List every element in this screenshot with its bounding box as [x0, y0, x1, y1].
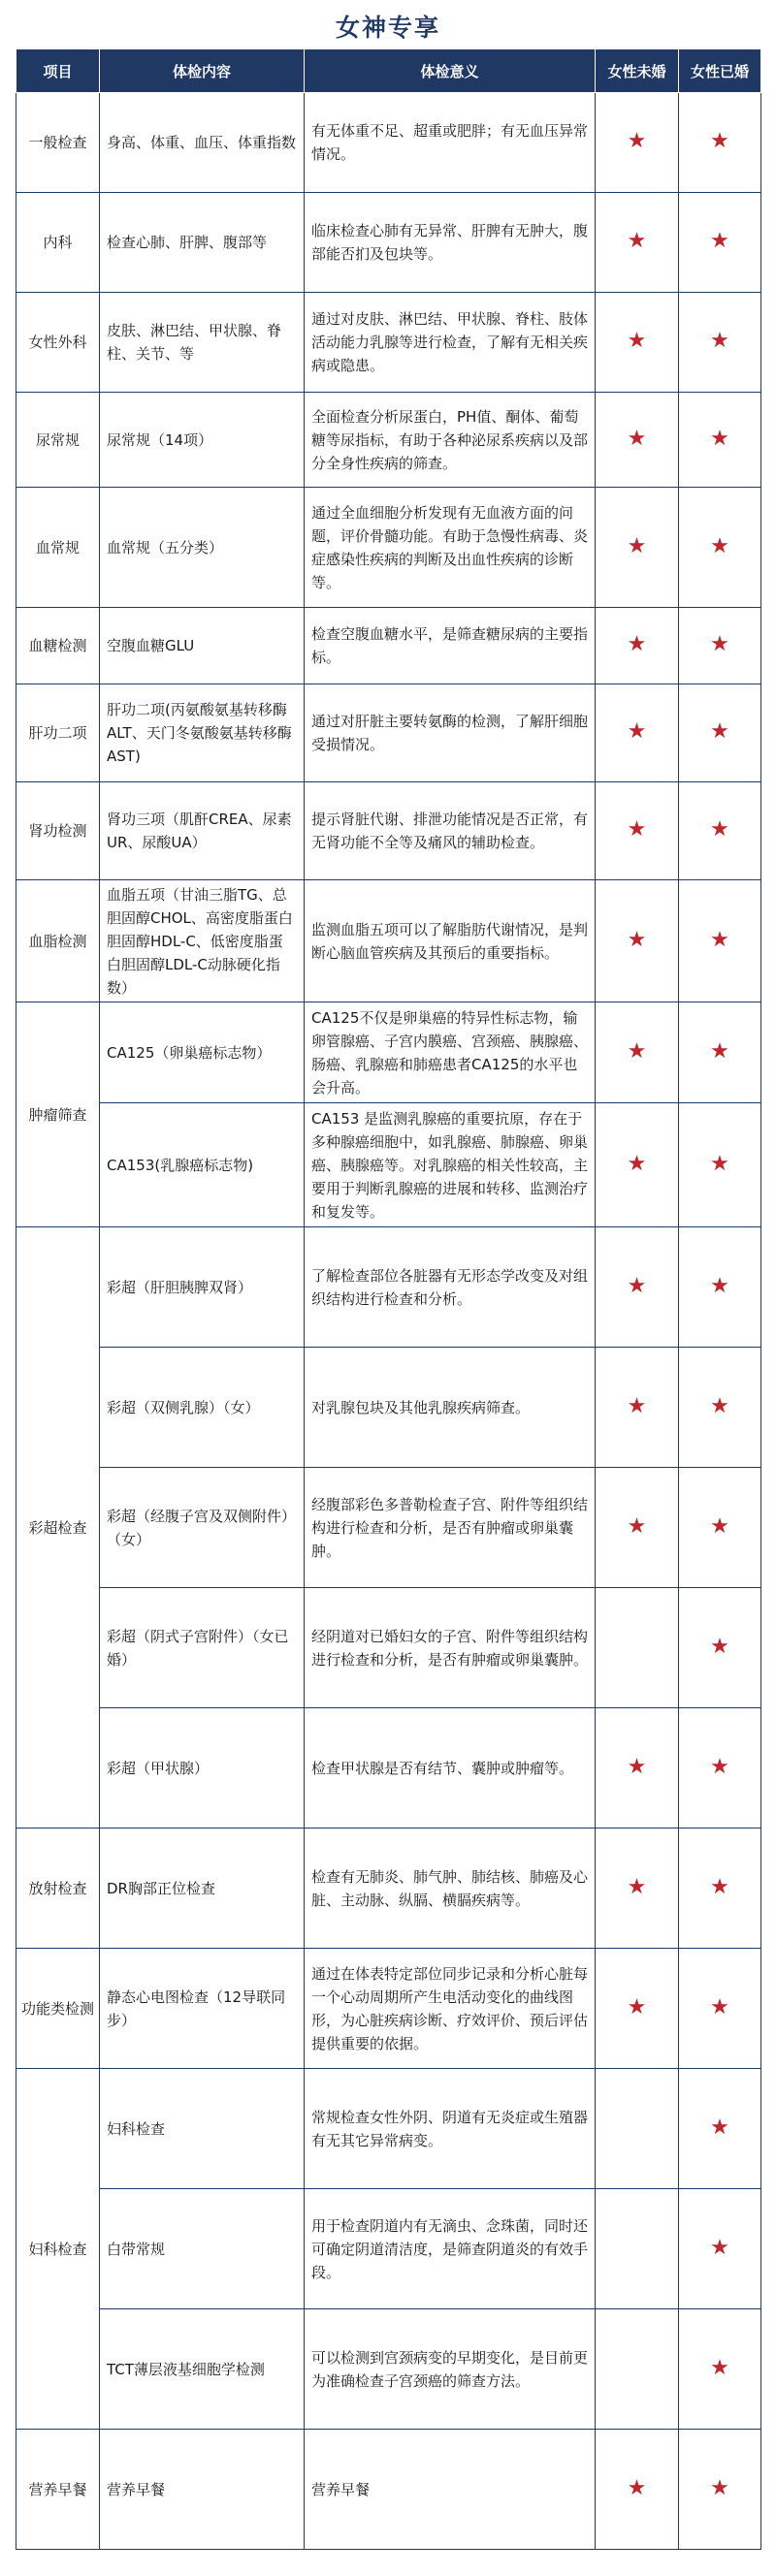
table-row	[16, 1829, 761, 1949]
table-row	[16, 608, 761, 684]
category-cell: 肾功检测	[16, 782, 100, 880]
married-mark-cell	[679, 393, 761, 488]
category-cell: 血常规	[16, 488, 100, 608]
unmarried-mark-cell	[596, 1829, 679, 1949]
meaning-cell: 可以检测到宫颈病变的早期变化，是目前更为准确检查子宫颈癌的筛查方法。	[305, 2309, 596, 2430]
table-row	[16, 2430, 761, 2550]
meaning-cell: 通过在体表特定部位同步记录和分析心脏每一个心动周期所产生电活动变化的曲线图形，为心脏疾病诊断、疗效评价、预后评估提供重要的依据。	[305, 1949, 596, 2069]
married-mark-cell	[679, 684, 761, 782]
table-row	[16, 2309, 761, 2430]
star-icon: ★	[710, 229, 729, 253]
unmarried-mark-cell	[596, 193, 679, 293]
married-mark-cell	[679, 1348, 761, 1468]
married-mark-cell	[679, 1588, 761, 1708]
married-mark-cell	[679, 782, 761, 880]
category-cell: 尿常规	[16, 393, 100, 488]
table-row	[16, 193, 761, 293]
content-cell: 白带常规	[100, 2189, 305, 2309]
category-cell: 放射检查	[16, 1829, 100, 1949]
star-icon: ★	[627, 1513, 647, 1539]
category-cell: 营养早餐	[16, 2430, 100, 2550]
unmarried-mark-cell	[596, 782, 679, 880]
star-icon: ★	[710, 719, 729, 744]
content-cell: DR胸部正位检查	[100, 1829, 305, 1949]
star-icon: ★	[710, 1754, 729, 1779]
married-mark-cell	[679, 193, 761, 293]
star-icon: ★	[710, 1634, 729, 1659]
header-meaning: 体检意义	[305, 49, 596, 93]
table-header-row	[16, 49, 761, 93]
content-cell: CA153(乳腺癌标志物)	[100, 1103, 305, 1227]
meaning-cell: 了解检查部位各脏器有无形态学改变及对组织结构进行检查和分析。	[305, 1227, 596, 1348]
content-cell: 彩超（甲状腺）	[100, 1708, 305, 1829]
table-row	[16, 1588, 761, 1708]
content-cell: 检查心肺、肝脾、腹部等	[100, 193, 305, 293]
meaning-cell: 经阴道对已婚妇女的子宫、附件等组织结构进行检查和分析，是否有肿瘤或卵巢囊肿。	[305, 1588, 596, 1708]
content-cell: 营养早餐	[100, 2430, 305, 2550]
table-row	[16, 293, 761, 393]
content-cell: 空腹血糖GLU	[100, 608, 305, 684]
unmarried-mark-cell	[596, 488, 679, 608]
content-cell: 尿常规（14项）	[100, 393, 305, 488]
content-cell: CA125（卵巢癌标志物）	[100, 1002, 305, 1103]
unmarried-mark-cell	[596, 880, 679, 1002]
unmarried-mark-cell	[596, 1348, 679, 1468]
star-icon: ★	[627, 1874, 647, 1899]
star-icon: ★	[710, 2475, 729, 2500]
married-mark-cell	[679, 1829, 761, 1949]
star-icon: ★	[627, 1273, 647, 1298]
header-married: 女性已婚	[679, 49, 761, 93]
table-row	[16, 2069, 761, 2189]
category-cell: 肿瘤筛查	[16, 1002, 100, 1227]
table-row	[16, 880, 761, 1002]
meaning-cell: 通过对皮肤、淋巴结、甲状腺、脊柱、肢体活动能力乳腺等进行检查，了解有无相关疾病或隐患。	[305, 293, 596, 393]
content-cell: 静态心电图检查（12导联同步）	[100, 1949, 305, 2069]
star-icon: ★	[710, 1393, 729, 1418]
header-content: 体检内容	[100, 49, 305, 93]
category-cell: 一般检查	[16, 93, 100, 193]
married-mark-cell	[679, 1002, 761, 1103]
unmarried-mark-cell	[596, 2069, 679, 2189]
meaning-cell: 用于检查阴道内有无滴虫、念珠菌，同时还可确定阴道清洁度，是筛查阴道炎的有效手段。	[305, 2189, 596, 2309]
star-icon: ★	[710, 1151, 729, 1176]
married-mark-cell	[679, 2069, 761, 2189]
content-cell: 血常规（五分类）	[100, 488, 305, 608]
category-cell: 肝功二项	[16, 684, 100, 782]
meaning-cell: 全面检查分析尿蛋白，PH值、酮体、葡萄糖等尿指标，有助于各种泌尿系疾病以及部分全身性疾病的筛查。	[305, 393, 596, 488]
content-cell: 身高、体重、血压、体重指数	[100, 93, 305, 193]
checkup-table	[16, 48, 761, 2550]
meaning-cell: CA153 是监测乳腺癌的重要抗原，存在于多种腺癌细胞中，如乳腺癌、肺腺癌、卵巢癌、胰腺癌等。对乳腺癌的相关性较高，主要用于判断乳腺癌的进展和转移、监测治疗和复发等。	[305, 1103, 596, 1227]
unmarried-mark-cell	[596, 1949, 679, 2069]
married-mark-cell	[679, 1103, 761, 1227]
married-mark-cell	[679, 488, 761, 608]
table-row	[16, 1949, 761, 2069]
married-mark-cell	[679, 608, 761, 684]
meaning-cell: 营养早餐	[305, 2430, 596, 2550]
meaning-cell: 检查甲状腺是否有结节、囊肿或肿瘤等。	[305, 1708, 596, 1829]
star-icon: ★	[710, 426, 729, 451]
content-cell: 皮肤、淋巴结、甲状腺、脊柱、关节、等	[100, 293, 305, 393]
meaning-cell: 经腹部彩色多普勒检查子宫、附件等组织结构进行检查和分析，是否有肿瘤或卵巢囊肿。	[305, 1468, 596, 1588]
star-icon: ★	[627, 719, 647, 744]
unmarried-mark-cell	[596, 1002, 679, 1103]
content-cell: 血脂五项（甘油三脂TG、总胆固醇CHOL、高密度脂蛋白胆固醇HDL-C、低密度脂蛋白胆固醇LDL-C动脉硬化指数）	[100, 880, 305, 1002]
star-icon: ★	[710, 1513, 729, 1539]
content-cell: 彩超（双侧乳腺）（女）	[100, 1348, 305, 1468]
married-mark-cell	[679, 1949, 761, 2069]
unmarried-mark-cell	[596, 1588, 679, 1708]
table-row	[16, 93, 761, 193]
star-icon: ★	[710, 1038, 729, 1064]
table-row	[16, 1103, 761, 1227]
married-mark-cell	[679, 1227, 761, 1348]
star-icon: ★	[710, 1874, 729, 1899]
content-cell: 彩超（阴式子宫附件）（女已婚）	[100, 1588, 305, 1708]
meaning-cell: 通过全血细胞分析发现有无血液方面的问题，评价骨髓功能。有助于急慢性病毒、炎症感染性疾病的判断及出血性疾病的诊断等。	[305, 488, 596, 608]
header-unmarried: 女性未婚	[596, 49, 679, 93]
star-icon: ★	[627, 1393, 647, 1418]
table-row	[16, 782, 761, 880]
married-mark-cell	[679, 2189, 761, 2309]
star-icon: ★	[710, 2235, 729, 2260]
star-icon: ★	[627, 927, 647, 952]
married-mark-cell	[679, 293, 761, 393]
table-row	[16, 684, 761, 782]
unmarried-mark-cell	[596, 393, 679, 488]
star-icon: ★	[627, 1754, 647, 1779]
unmarried-mark-cell	[596, 1708, 679, 1829]
star-icon: ★	[627, 129, 647, 153]
content-cell: TCT薄层液基细胞学检测	[100, 2309, 305, 2430]
content-cell: 彩超（肝胆胰脾双肾）	[100, 1227, 305, 1348]
star-icon: ★	[627, 329, 647, 353]
married-mark-cell	[679, 2309, 761, 2430]
married-mark-cell	[679, 2430, 761, 2550]
star-icon: ★	[627, 533, 647, 558]
table-row	[16, 1227, 761, 1348]
table-body	[16, 93, 761, 2550]
unmarried-mark-cell	[596, 2430, 679, 2550]
star-icon: ★	[710, 1994, 729, 2019]
star-icon: ★	[627, 1038, 647, 1064]
table-row	[16, 488, 761, 608]
star-icon: ★	[627, 817, 647, 842]
meaning-cell: 临床检查心肺有无异常、肝脾有无肿大，腹部能否扪及包块等。	[305, 193, 596, 293]
star-icon: ★	[627, 632, 647, 656]
meaning-cell: 通过对肝脏主要转氨酶的检测，了解肝细胞受损情况。	[305, 684, 596, 782]
star-icon: ★	[710, 1273, 729, 1298]
unmarried-mark-cell	[596, 93, 679, 193]
unmarried-mark-cell	[596, 1227, 679, 1348]
married-mark-cell	[679, 1468, 761, 1588]
unmarried-mark-cell	[596, 2309, 679, 2430]
star-icon: ★	[710, 129, 729, 153]
star-icon: ★	[710, 927, 729, 952]
married-mark-cell	[679, 880, 761, 1002]
header-project: 项目	[16, 49, 100, 93]
star-icon: ★	[627, 1994, 647, 2019]
star-icon: ★	[627, 229, 647, 253]
category-cell: 彩超检查	[16, 1227, 100, 1829]
table-row	[16, 1468, 761, 1588]
category-cell: 妇科检查	[16, 2069, 100, 2430]
star-icon: ★	[627, 1151, 647, 1176]
table-row	[16, 1348, 761, 1468]
meaning-cell: 检查空腹血糖水平，是筛查糖尿病的主要指标。	[305, 608, 596, 684]
table-row	[16, 393, 761, 488]
content-cell: 肾功三项（肌酐CREA、尿素UR、尿酸UA）	[100, 782, 305, 880]
table-row	[16, 2189, 761, 2309]
category-cell: 血脂检测	[16, 880, 100, 1002]
unmarried-mark-cell	[596, 684, 679, 782]
unmarried-mark-cell	[596, 1103, 679, 1227]
content-cell: 肝功二项(丙氨酸氨基转移酶ALT、天门冬氨酸氨基转移酶AST)	[100, 684, 305, 782]
meaning-cell: 检查有无肺炎、肺气肿、肺结核、肺癌及心脏、主动脉、纵膈、横膈疾病等。	[305, 1829, 596, 1949]
page-title: 女神专享	[335, 14, 440, 42]
star-icon: ★	[710, 817, 729, 842]
star-icon: ★	[710, 2355, 729, 2380]
unmarried-mark-cell	[596, 608, 679, 684]
category-cell: 血糖检测	[16, 608, 100, 684]
category-cell: 功能类检测	[16, 1949, 100, 2069]
married-mark-cell	[679, 1708, 761, 1829]
meaning-cell: 常规检查女性外阴、阴道有无炎症或生殖器有无其它异常病变。	[305, 2069, 596, 2189]
star-icon: ★	[710, 2115, 729, 2140]
star-icon: ★	[710, 329, 729, 353]
star-icon: ★	[710, 632, 729, 656]
star-icon: ★	[627, 2475, 647, 2500]
meaning-cell: CA125不仅是卵巢癌的特异性标志物，输卵管腺癌、子宫内膜癌、宫颈癌、胰腺癌、肠癌、乳腺癌和肺癌患者CA125的水平也会升高。	[305, 1002, 596, 1103]
star-icon: ★	[710, 533, 729, 558]
married-mark-cell	[679, 93, 761, 193]
table-row	[16, 1002, 761, 1103]
meaning-cell: 提示肾脏代谢、排泄功能情况是否正常，有无肾功能不全等及痛风的辅助检查。	[305, 782, 596, 880]
unmarried-mark-cell	[596, 293, 679, 393]
content-cell: 彩超（经腹子宫及双侧附件）（女）	[100, 1468, 305, 1588]
meaning-cell: 监测血脂五项可以了解脂肪代谢情况，是判断心脑血管疾病及其预后的重要指标。	[305, 880, 596, 1002]
meaning-cell: 有无体重不足、超重或肥胖；有无血压异常情况。	[305, 93, 596, 193]
table-row	[16, 1708, 761, 1829]
unmarried-mark-cell	[596, 1468, 679, 1588]
content-cell: 妇科检查	[100, 2069, 305, 2189]
category-cell: 女性外科	[16, 293, 100, 393]
meaning-cell: 对乳腺包块及其他乳腺疾病筛查。	[305, 1348, 596, 1468]
star-icon: ★	[627, 426, 647, 451]
unmarried-mark-cell	[596, 2189, 679, 2309]
category-cell: 内科	[16, 193, 100, 293]
